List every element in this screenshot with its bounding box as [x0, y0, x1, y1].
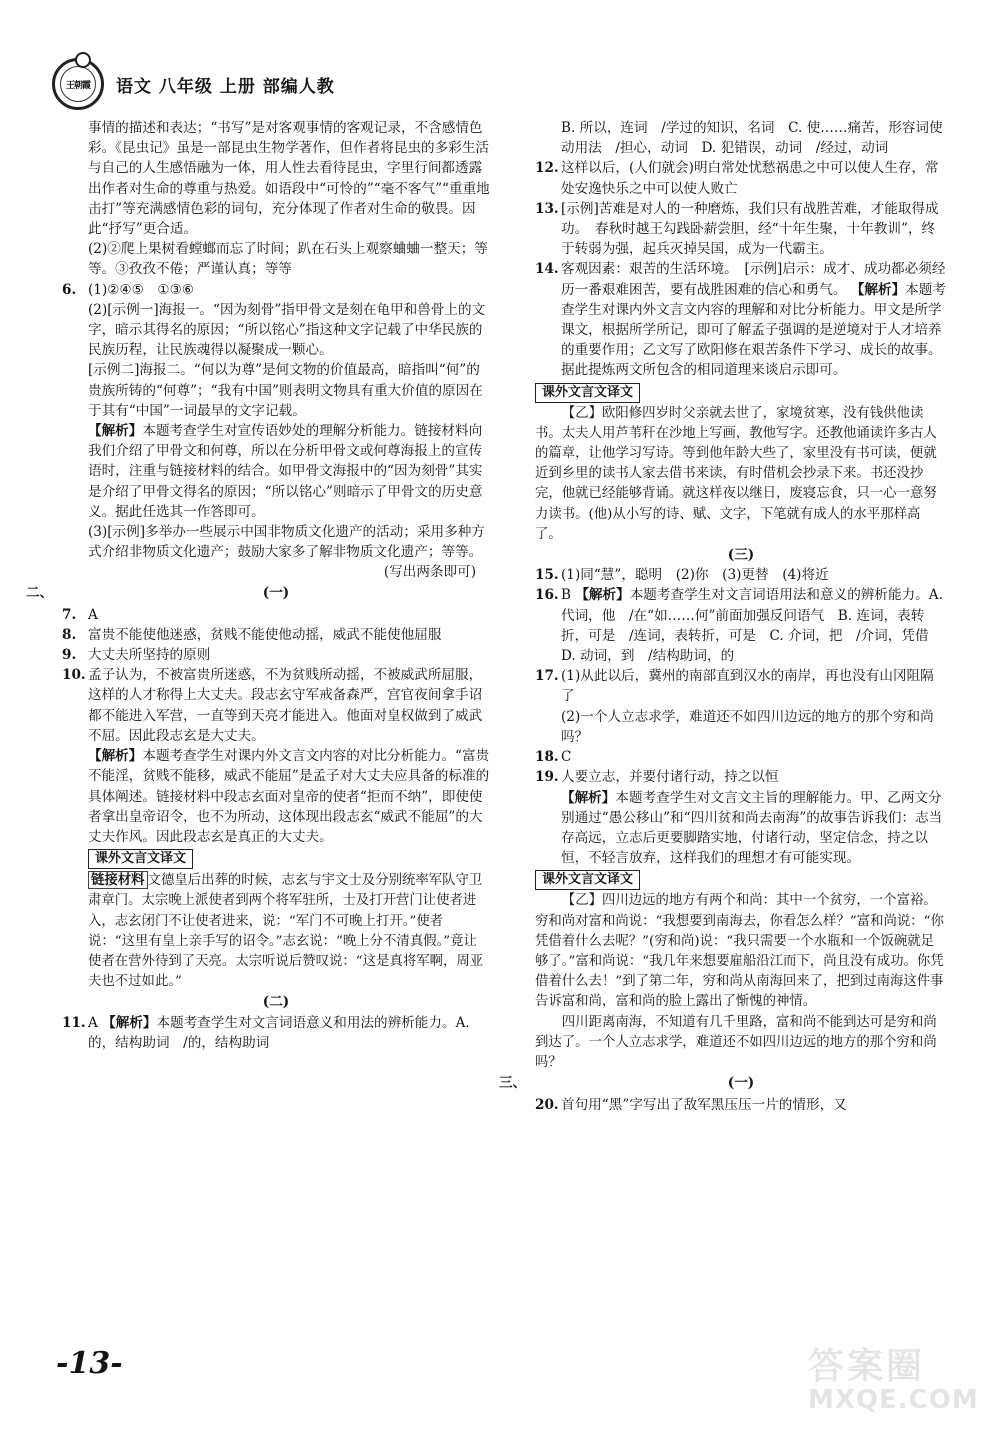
answer-text: (2)②爬上果树看螳螂而忘了时间；趴在石头上观察蛐蛐一整天；等等。③孜孜不倦；严谨认真；等等	[88, 241, 488, 278]
answer-text: (3)[示例]多举办一些展示中国非物质文化遗产的活动；采用多种方式介绍非物质文化遗产；鼓励大家多了解非物质文化遗产；等等。	[88, 524, 485, 561]
brand-logo	[52, 58, 104, 110]
analysis-tag: 【解析】	[561, 789, 616, 806]
translation-text: 文德皇后出葬的时候，志玄与宇文士及分别统率军队守卫肃章门。太宗晚上派使者到两个将军驻所，士及打开营门让使者进入，志玄闭门不让使者进来，说：“军门不可晚上打开。”使者说：“这里有皇上亲手写的诏令。”志玄说：“晚上分不清真假。”竟让使者在营外待到了天亮。太宗听说后赞叹说：“这是真将军啊，周亚夫也不过如此。”	[88, 873, 484, 990]
question-9	[62, 645, 490, 665]
page-number: -13-	[56, 1346, 123, 1381]
analysis-text: 本题考查学生对文言词语意义和用法的辨析能力。A. 的，结构助词 /的，结构助词	[88, 1014, 470, 1051]
answer-text: C	[561, 749, 572, 766]
answer-note: (写出两条即可)	[383, 564, 476, 581]
question-number: 20.	[535, 1097, 559, 1114]
translation-text: 欧阳修四岁时父亲就去世了，家境贫寒，没有钱供他读书。太夫人用芦苇秆在沙地上写画，教他写字。还教他诵读许多古人的篇章，让他学习写诗。等到他年龄大些了，家里没有书可读，便就近到乡里的读书人家去借书来读，有时借机会抄录下来。书还没抄完，他就已经能够背诵。就这样夜以继日，废寝忘食，只一心一意努力读书。(他)从小写的诗、赋、文字，下笔就有成人的水平那样高了。	[535, 405, 937, 542]
answer-text: 客观因素：艰苦的生活环境。 [示例]启示：成才、成功都必须经历一番艰难困苦，要有战胜困难的信心和勇气。	[561, 261, 946, 298]
question-17	[535, 666, 947, 747]
question-number: 13.	[535, 200, 559, 217]
watermark-url: MXQE.COM	[808, 1385, 979, 1415]
question-number: 19.	[535, 769, 559, 786]
answer-text: (1)②④⑤ ①③⑥	[88, 281, 194, 298]
subsection-label: (一)	[262, 584, 290, 601]
question-10	[62, 665, 490, 992]
logo-text: 王朝霞	[60, 66, 96, 102]
answer-text: B. 所以，连词 /学过的知识，名词 C. 使……痛苦，形容词使动用法 /担心，动词 D. 犯错误，动词 /经过，动词	[561, 120, 943, 157]
question-number: 15.	[535, 567, 559, 584]
book-title: 语文 八年级 上册 部编人教	[116, 77, 335, 97]
subsection-label: (二)	[262, 994, 290, 1011]
translation-tag: 乙	[575, 893, 589, 909]
right-column	[499, 118, 947, 1115]
analysis-text: 本题考查学生对文言词语用法和意义的辨析能力。A. 代词，他 /在“如……何”前面加强反问语气 B. 连词，表转折，可是 /连词，表转折，可是 C. 介词，把 /介词，凭借 D. 动词，到 /结构助词，的	[561, 587, 943, 665]
analysis-block	[561, 788, 947, 869]
question-16	[535, 585, 947, 666]
analysis-block	[88, 421, 490, 522]
translation-tag: 链接材料	[88, 871, 148, 889]
subsection-label: (一)	[727, 1075, 755, 1092]
answer-text: 富贵不能使他迷惑，贫贱不能使他动摇，威武不能使他屈服	[88, 626, 442, 643]
analysis-tag: 【解析】	[850, 281, 906, 298]
answer-text: 人要立志，并要付诸行动，持之以恒	[561, 769, 779, 786]
question-18	[535, 747, 947, 767]
translation-text: 四川距离南海，不知道有几千里路，富和尚不能到达可是穷和尚到达了。一个人立志求学，难道还不如四川边远的地方的那个穷和尚吗？	[535, 1014, 937, 1070]
translation-text: 四川边远的地方有两个和尚：其中一个贫穷，一个富裕。穷和尚对富和尚说：“我想要到南海去，你看怎么样？”富和尚说：“你凭借着什么去呢？”(穷和尚)说：“我只需要一个水瓶和一个饭碗就足够了。”富和尚说：“我几年来想要雇船沿江而下，尚且没有成功。你凭借着什么去！”到了第二年，穷和尚从南海回来了，把到过南海这件事告诉富和尚，富和尚的脸上露出了惭愧的神情。	[535, 893, 944, 1010]
analysis-tag: 【解析】	[88, 423, 143, 440]
subsection-label: (三)	[727, 547, 755, 564]
answer-text: [示例]苦难是对人的一种磨炼，我们只有战胜苦难，才能取得成功。 春秋时越王勾践卧薪尝胆，经“十年生聚，十年教训”，终于转弱为强，起兵灭掉吴国，成为一代霸主。	[561, 200, 939, 258]
section-label: 三、	[499, 1075, 527, 1092]
question-14	[535, 259, 947, 380]
answer-text: (2)一个人立志求学，难道还不如四川边远的地方的那个穷和尚吗？	[561, 708, 934, 745]
translation-heading: 课外文言文译文	[535, 383, 640, 403]
left-column	[26, 118, 490, 1053]
translation-text-block	[88, 870, 490, 992]
translation-text-block: 【乙】四川边远的地方有两个和尚：其中一个贫穷，一个富裕。穷和尚对富和尚说：“我想要到南海去，你看怎么样？”富和尚说：“你凭借着什么去呢？”(穷和尚)说：“我只需要一个水瓶和一个饭碗就足够了。”富和尚说：“我几年来想要雇船沿江而下，尚且没有成功。你凭借着什么去！”到了第二年，穷和尚从南海回来了，把到过南海这件事告诉富和尚，富和尚的脸上露出了惭愧的神情。	[535, 893, 944, 1010]
question-number: 9.	[62, 647, 77, 664]
answer-text: 大丈夫所坚持的原则	[88, 647, 211, 664]
answer-text: 这样以后，(人们就会)明白常处忧愁祸患之中可以使人生存，常处安逸快乐之中可以使人败亡	[561, 160, 939, 197]
question-13	[535, 199, 947, 260]
answer-text: (1)同“慧”，聪明 (2)你 (3)更替 (4)将近	[561, 567, 829, 584]
question-19	[535, 767, 947, 868]
question-number: 6.	[62, 281, 77, 298]
question-number: 17.	[535, 668, 559, 685]
question-number: 8.	[62, 626, 77, 643]
analysis-tag: 【解析】	[102, 1014, 157, 1031]
translation-heading: 课外文言文译文	[88, 849, 193, 869]
question-number: 18.	[535, 749, 559, 766]
page-header	[52, 58, 952, 110]
question-8	[62, 625, 490, 645]
watermark-text: 答案圈	[808, 1346, 926, 1387]
question-number: 11.	[62, 1014, 86, 1031]
question-15	[535, 565, 947, 585]
answer-text: A	[88, 606, 98, 623]
question-11	[62, 1013, 490, 1053]
answer-text: [示例二]海报二。“何以为尊”是何文物的价值最高，暗指叫“何”的贵族所铸的“何尊”；“我有中国”则表明文物具有重大价值的原因在于其有“中国”一词最早的文字记载。	[88, 362, 483, 419]
section-heading	[499, 1073, 947, 1095]
question-number: 12.	[535, 160, 559, 177]
analysis-text: 本题考查学生对宣传语妙处的理解分析能力。链接材料向我们介绍了甲骨文和何尊，所以在分析甲骨文或何尊海报上的宣传语时，注重与链接材料的结合。如甲骨文海报中的“因为刻骨”其实是介绍了甲骨文得名的原因；“所以铭心”则暗示了甲骨文的历史意义。据此任选其一作答即可。	[88, 423, 483, 520]
analysis-tag: 【解析】	[575, 587, 630, 604]
analysis-text: 本题考查学生对课内外文言文内容的对比分析能力。“富贵不能淫，贫贱不能移，威武不能屈”是孟子对大丈夫应具备的标准的具体阐述。链接材料中段志玄面对皇帝的使者“拒而不纳”，即使使者拿出皇帝诏令，也不为所动，这体现出段志玄“威武不能屈”的大丈夫作风。因此段志玄是真正的大丈夫。	[88, 748, 490, 845]
question-6	[62, 280, 490, 583]
translation-text-block: 【乙】欧阳修四岁时父亲就去世了，家境贫寒，没有钱供他读书。太夫人用芦苇秆在沙地上写画，教他写字。还教他诵读许多古人的篇章，让他学习写诗。等到他年龄大些了，家里没有书可读，便就近到乡里的读书人家去借书来读，有时借机会抄录下来。书还没抄完，他就已经能够背诵。就这样夜以继日，废寝忘食，只一心一意努力读书。(他)从小写的诗、赋、文字，下笔就有成人的水平那样高了。	[535, 405, 937, 542]
analysis-tag: 【解析】	[88, 748, 143, 765]
question-7	[62, 605, 490, 625]
section-label: 二、	[26, 584, 54, 601]
question-20	[535, 1095, 947, 1115]
answer-text: 首句用“黑”字写出了敌军黑压压一片的情形，又	[561, 1097, 847, 1114]
question-number: 14.	[535, 261, 559, 278]
watermark-logo	[808, 1338, 978, 1418]
answer-text: (2)[示例一]海报一。“因为刻骨”指甲骨文是刻在龟甲和兽骨上的文字，暗示其得名的原因；“所以铭心”指这种文字记载了中华民族的民族历程，让民族魂得以凝聚成一颗心。	[88, 301, 486, 359]
logo-ring-icon	[75, 52, 91, 68]
answer-text: 事情的描述和表达；“书写”是对客观事情的客观记录，不含感情色彩。《昆虫记》虽是一部昆虫生物学著作，但作者将昆虫的多彩生活与自己的人生感悟融为一体，用人性去看待昆虫，字里行间都透露出作者对生命的尊重与热爱。如语段中“可怜的”“毫不客气”“重重地击打”等充满感情色彩的词句，充分体现了作者对生命的敬畏。因此“抒写”更合适。	[88, 120, 490, 238]
question-number: 16.	[535, 587, 559, 604]
translation-heading: 课外文言文译文	[535, 870, 640, 890]
answer-text: B	[561, 587, 571, 604]
translation-tag: 乙	[575, 405, 589, 421]
analysis-text: 本题考查学生对文言文主旨的理解能力。甲、乙两文分别通过“愚公移山”和“四川贫和尚去南海”的故事告诉我们：志当存高远，立志后更要脚踏实地，付诸行动，坚定信念，持之以恒，不轻言放弃，这样我们的理想才有可能实现。	[561, 789, 943, 867]
section-heading	[26, 583, 490, 605]
answer-text: (1)从此以后，冀州的南部直到汉水的南岸，再也没有山冈阻隔了	[561, 668, 934, 705]
analysis-text: 本题考查学生对课内外文言文内容的理解和对比分析能力。甲文是所学课文，根据所学所记，即可了解孟子强调的是逆境对于人才培养的重要作用；乙文写了欧阳修在艰苦条件下学习、成长的故事。据此提炼两文所包含的相同道理来谈启示即可。	[561, 281, 946, 379]
question-number: 10.	[62, 667, 86, 684]
question-12	[535, 158, 947, 198]
answer-text: A	[88, 1014, 98, 1031]
question-number: 7.	[62, 606, 77, 623]
answer-text: 孟子认为，不被富贵所迷惑，不为贫贱所动摇，不被威武所屈服，这样的人才称得上大丈夫。段志玄守军戒备森严，宫官夜间拿手诏都不能进入军营，一直等到天亮才能进入。他面对皇权做到了威武不屈。因此段志玄是大丈夫。	[88, 667, 483, 744]
analysis-block	[88, 746, 490, 847]
